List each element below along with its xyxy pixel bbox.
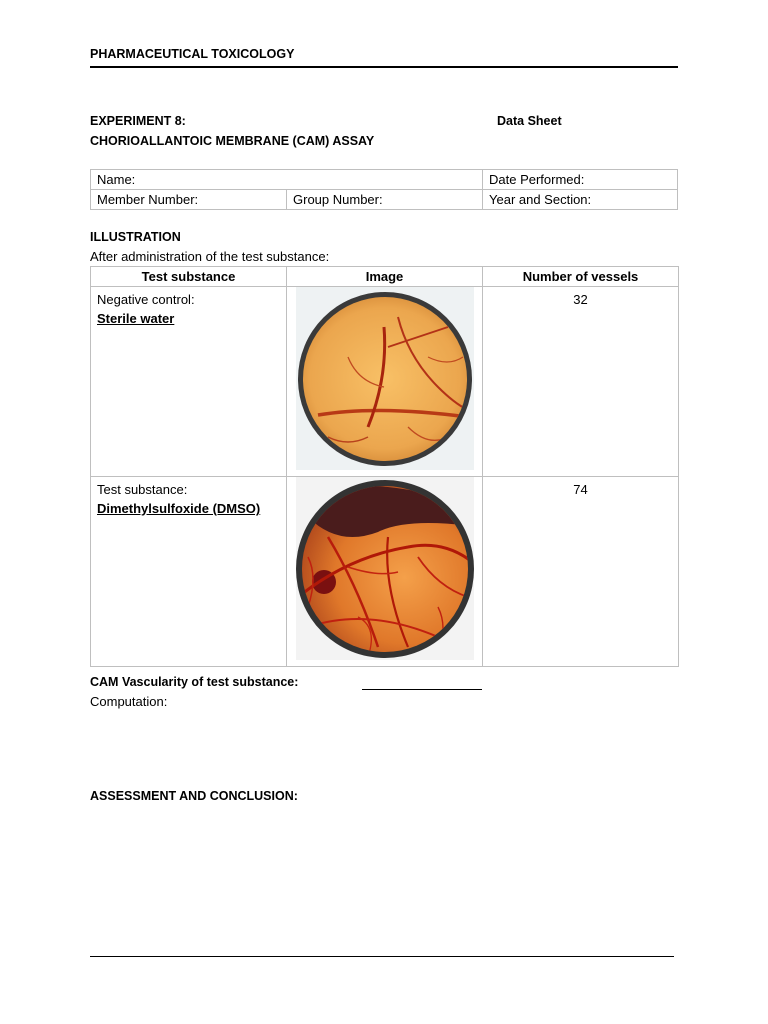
substance-name: Sterile water	[97, 311, 175, 326]
group-number-field[interactable]: Group Number:	[287, 190, 483, 210]
column-header-image: Image	[287, 267, 483, 287]
table-row	[91, 287, 679, 477]
vessel-count-cell: 74	[483, 477, 679, 667]
column-header-vessels: Number of vessels	[483, 267, 679, 287]
member-number-field[interactable]: Member Number:	[91, 190, 287, 210]
illustration-subheading: After administration of the test substance:	[90, 249, 330, 264]
page-header-title: PHARMACEUTICAL TOXICOLOGY	[90, 47, 295, 61]
footer-rule	[90, 956, 674, 957]
experiment-number: EXPERIMENT 8:	[90, 114, 186, 128]
cam-vascularity-blank[interactable]	[362, 689, 482, 690]
image-cell	[287, 477, 483, 667]
column-header-test-substance: Test substance	[91, 267, 287, 287]
vessel-count-cell: 32	[483, 287, 679, 477]
image-cell	[287, 287, 483, 477]
name-field[interactable]: Name:	[91, 170, 483, 190]
cam-photo-dmso	[288, 477, 482, 660]
substance-cell	[91, 287, 287, 477]
cam-photo-negative-control	[288, 287, 482, 470]
date-performed-field[interactable]: Date Performed:	[483, 170, 678, 190]
substance-cell	[91, 477, 287, 667]
table-row	[91, 477, 679, 667]
year-section-field[interactable]: Year and Section:	[483, 190, 678, 210]
header-rule	[90, 66, 678, 68]
data-sheet-label: Data Sheet	[497, 114, 562, 128]
substance-name: Dimethylsulfoxide (DMSO)	[97, 501, 261, 516]
substance-label: Test substance:	[97, 482, 188, 497]
substance-label: Negative control:	[97, 292, 195, 307]
results-table	[90, 266, 679, 667]
experiment-title: CHORIOALLANTOIC MEMBRANE (CAM) ASSAY	[90, 134, 375, 148]
cam-vascularity-label: CAM Vascularity of test substance:	[90, 675, 299, 689]
assessment-heading: ASSESSMENT AND CONCLUSION:	[90, 789, 298, 803]
illustration-heading: ILLUSTRATION	[90, 230, 181, 244]
computation-label: Computation:	[90, 694, 168, 709]
student-info-table	[90, 169, 678, 210]
